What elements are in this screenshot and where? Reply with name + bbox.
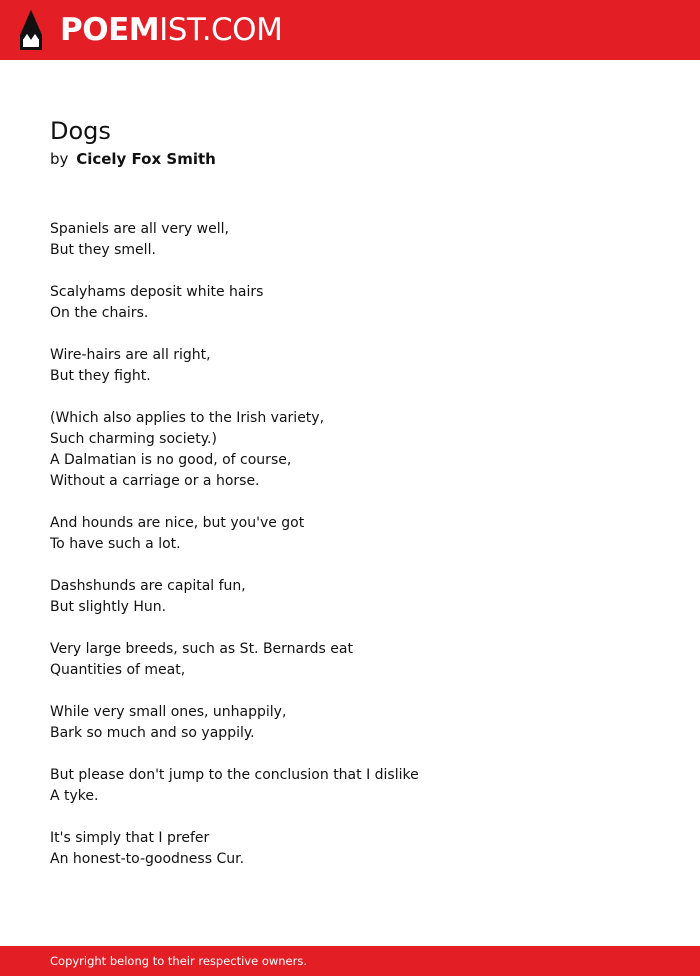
- byline: [50, 149, 216, 169]
- header-bar: [0, 0, 700, 60]
- poem-line: A Dalmatian is no good, of course,: [50, 452, 292, 468]
- pencil-icon: [18, 9, 44, 51]
- stanza: [50, 513, 650, 555]
- stanza: [50, 702, 650, 744]
- poem-line: A tyke.: [50, 788, 99, 804]
- by-label: by: [50, 150, 69, 168]
- poem-line: But please don't jump to the conclusion that I dislike: [50, 767, 419, 783]
- poem-line: To have such a lot.: [50, 536, 181, 552]
- poem-line: But they fight.: [50, 368, 151, 384]
- stanza: [50, 828, 650, 870]
- poem-body: [50, 219, 650, 891]
- poem-line: Without a carriage or a horse.: [50, 473, 260, 489]
- poem-line: Such charming society.): [50, 431, 217, 447]
- poem-line: On the chairs.: [50, 305, 149, 321]
- logo-text-light: IST.COM: [159, 12, 283, 48]
- poem-line: While very small ones, unhappily,: [50, 704, 287, 720]
- author-name: Cicely Fox Smith: [76, 150, 216, 168]
- poem-line: And hounds are nice, but you've got: [50, 515, 305, 531]
- poem-line: Dashshunds are capital fun,: [50, 578, 246, 594]
- poem-line: Quantities of meat,: [50, 662, 186, 678]
- poem-line: Bark so much and so yappily.: [50, 725, 255, 741]
- logo-wordmark: [60, 9, 282, 51]
- footer-bar: [0, 946, 700, 976]
- logo-text-bold: POEM: [60, 12, 160, 48]
- poem-line: Scalyhams deposit white hairs: [50, 284, 264, 300]
- poem-line: An honest-to-goodness Cur.: [50, 851, 245, 867]
- stanza: [50, 576, 650, 618]
- stanza: [50, 219, 650, 261]
- copyright-notice: Copyright belong to their respective owners.: [50, 954, 308, 968]
- poem-line: Wire-hairs are all right,: [50, 347, 211, 363]
- poem-line: It's simply that I prefer: [50, 830, 210, 846]
- stanza: [50, 408, 650, 492]
- poem-line: But they smell.: [50, 242, 156, 258]
- poem-line: Very large breeds, such as St. Bernards eat: [50, 641, 353, 657]
- site-logo-link[interactable]: [18, 9, 282, 51]
- stanza: [50, 639, 650, 681]
- poem-line: (Which also applies to the Irish variety,: [50, 410, 325, 426]
- poem-line: But slightly Hun.: [50, 599, 167, 615]
- poem-line: Spaniels are all very well,: [50, 221, 229, 237]
- stanza: [50, 345, 650, 387]
- stanza: [50, 282, 650, 324]
- stanza: [50, 765, 650, 807]
- poem-title: Dogs: [50, 117, 111, 145]
